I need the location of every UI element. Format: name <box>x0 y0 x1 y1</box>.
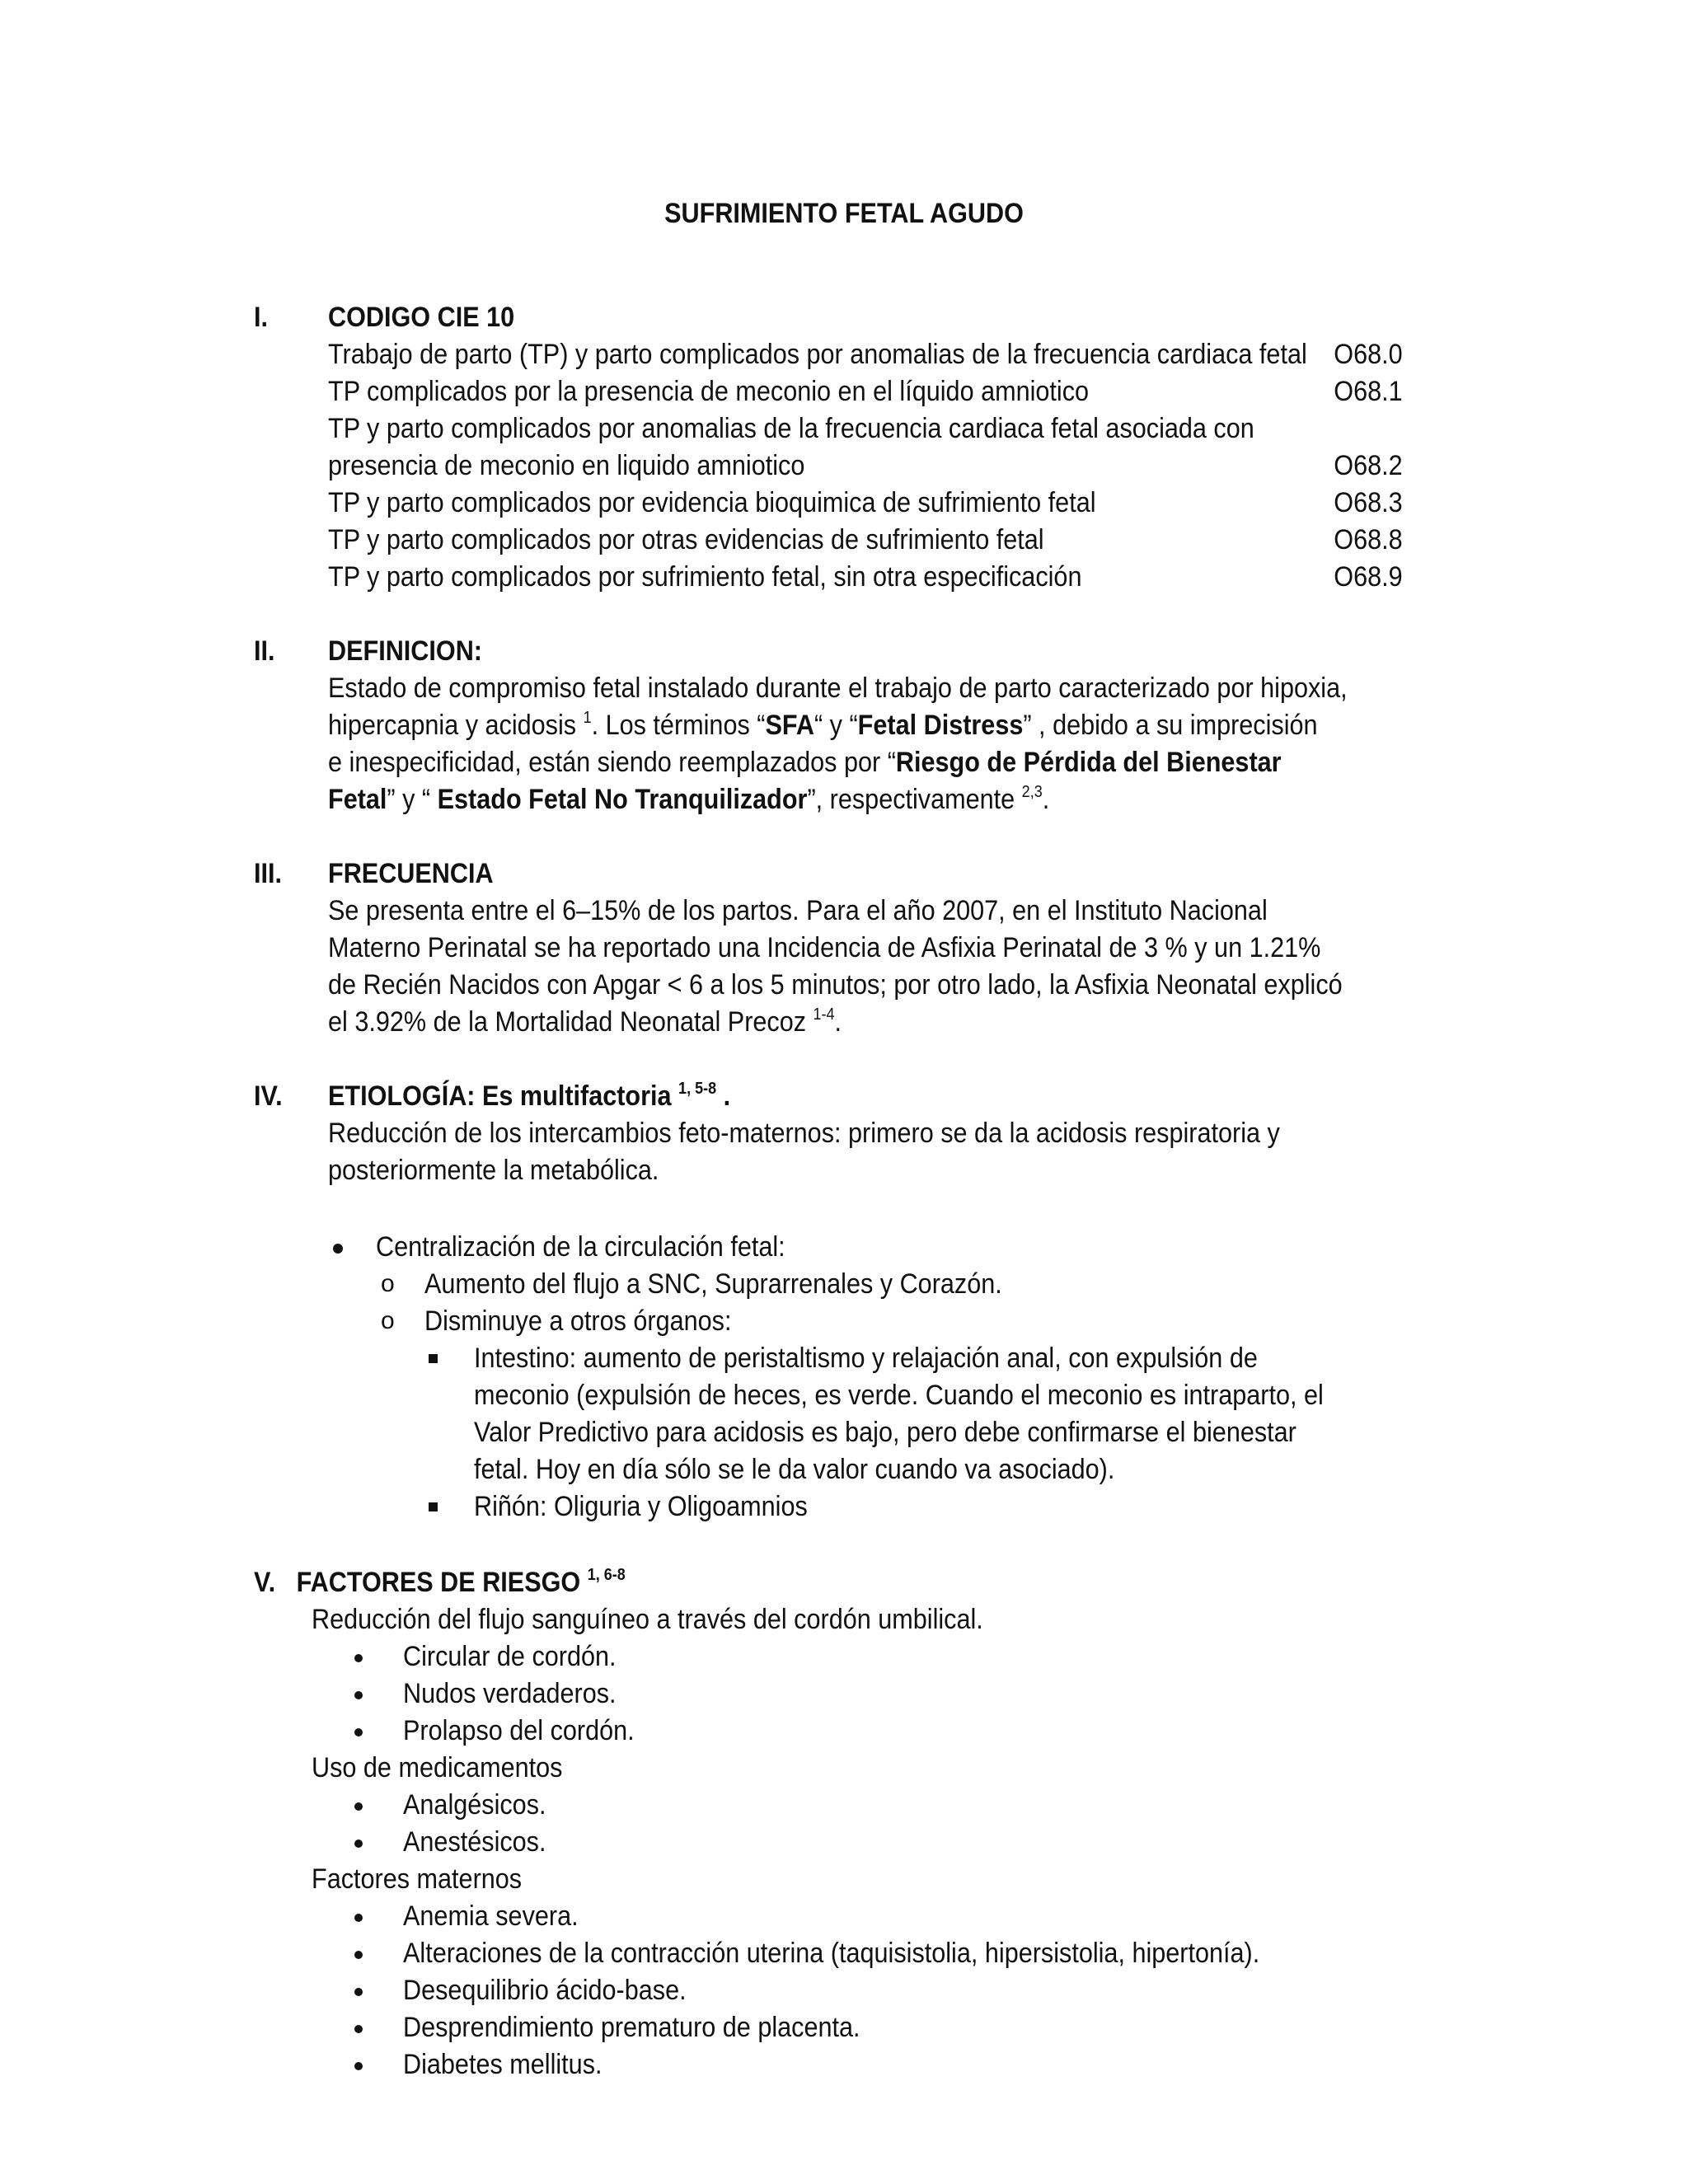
section-1-number: I. <box>254 302 269 333</box>
definition-line <box>328 780 1049 818</box>
definition-text: “ y “ <box>814 710 858 741</box>
definition-line <box>328 669 1348 707</box>
risk-group-title: Factores maternos <box>312 1863 523 1895</box>
frequency-line: Materno Perinatal se ha reportado una Incidencia de Asfixia Perinatal de 3 % y un 1.21% <box>328 932 1321 963</box>
frequency-line <box>328 1003 842 1041</box>
cie10-row-code: O68.3 <box>1334 487 1403 518</box>
bullet-dot <box>354 1654 363 1662</box>
organ-item-line: Valor Predictivo para acidosis es bajo, pero debe confirmarse el bienestar <box>474 1417 1296 1448</box>
organ-item-line: meconio (expulsión de heces, es verde. Cuando el meconio es intraparto, el <box>474 1380 1324 1411</box>
cie10-row-text: TP complicados por la presencia de meconio en el líquido amniotico <box>328 376 1090 407</box>
frequency-line: de Recién Nacidos con Apgar < 6 a los 5 minutos; por otro lado, la Asfixia Neonatal explicó <box>328 969 1343 1001</box>
organ-item-line: fetal. Hoy en día sólo se le da valor cuando va asociado). <box>474 1454 1115 1485</box>
definition-text: hipercapnia y acidosis <box>328 710 584 741</box>
citation-superscript: 1 <box>583 709 592 727</box>
cie10-row-code: O68.0 <box>1334 339 1403 370</box>
definition-text: . <box>1042 784 1050 815</box>
section-5-heading-text: FACTORES DE RIESGO <box>296 1567 588 1598</box>
risk-group-title: Reducción del flujo sanguíneo a través del cordón umbilical. <box>312 1604 983 1635</box>
etiology-line: posteriormente la metabólica. <box>328 1155 659 1186</box>
cie10-row-code: O68.9 <box>1334 561 1403 593</box>
organ-item-line: Intestino: aumento de peristaltismo y relajación anal, con expulsión de <box>474 1343 1258 1374</box>
bullet-dot <box>354 1988 363 1996</box>
risk-item: Desequilibrio ácido-base. <box>403 1975 687 2006</box>
section-4-heading <box>328 1077 730 1115</box>
risk-item: Anemia severa. <box>403 1900 579 1932</box>
bullet-dot <box>354 1840 363 1848</box>
cie10-row-text: TP y parto complicados por evidencia bioquimica de sufrimiento fetal <box>328 487 1096 518</box>
bullet-dot <box>333 1244 343 1254</box>
square-bullet <box>429 1502 438 1511</box>
section-5-heading <box>254 1563 626 1601</box>
bullet-dot <box>354 1951 363 1959</box>
bullet-dot <box>354 2062 363 2070</box>
cie10-row-text: TP y parto complicados por otras evidencias de sufrimiento fetal <box>328 524 1044 555</box>
cie10-row-text: TP y parto complicados por sufrimiento fetal, sin otra especificación <box>328 561 1082 593</box>
section-4-number: IV. <box>254 1080 283 1112</box>
bullet-dot <box>354 1691 363 1699</box>
bullet-dot <box>354 2025 363 2033</box>
definition-text: ” , debido a su imprecisión <box>1023 710 1318 741</box>
risk-item: Nudos verdaderos. <box>403 1678 617 1709</box>
term-sfa: SFA <box>765 710 814 741</box>
organ-item-line: Riñón: Oliguria y Oligoamnios <box>474 1491 808 1522</box>
definition-text: ”, respectivamente <box>807 784 1022 815</box>
section-1-heading: CODIGO CIE 10 <box>328 302 515 333</box>
definition-line <box>328 743 1282 781</box>
section-2-number: II. <box>254 635 275 667</box>
term-fetal-distress: Fetal Distress <box>857 710 1024 741</box>
sub-bullet-marker: o <box>381 1270 395 1297</box>
risk-item: Desprendimiento prematuro de placenta. <box>403 2012 860 2043</box>
document-title: SUFRIMIENTO FETAL AGUDO <box>664 198 1024 229</box>
citation-superscript: 1, 5-8 <box>678 1080 717 1098</box>
section-2-heading: DEFINICION: <box>328 635 483 667</box>
risk-item: Alteraciones de la contracción uterina (taquisistolia, hipersistolia, hipertonía). <box>403 1938 1260 1969</box>
etiology-line: Reducción de los intercambios feto-maternos: primero se da la acidosis respiratoria y <box>328 1118 1280 1149</box>
risk-item: Prolapso del cordón. <box>403 1715 635 1746</box>
sub-bullet-item: Disminuye a otros órganos: <box>424 1305 732 1337</box>
risk-item: Circular de cordón. <box>403 1641 617 1672</box>
definition-text: e inespecificidad, están siendo reemplazados por “ <box>328 747 896 778</box>
citation-superscript: 1-4 <box>813 1005 835 1024</box>
risk-item: Anestésicos. <box>403 1826 546 1858</box>
bullet-dot <box>354 1914 363 1922</box>
cie10-row-text: presencia de meconio en liquido amniotico <box>328 450 805 481</box>
bullet-dot <box>354 1802 363 1811</box>
bullet-dot <box>354 1728 363 1736</box>
cie10-row-text: Trabajo de parto (TP) y parto complicados por anomalias de la frecuencia cardiaca fetal <box>328 339 1307 370</box>
sub-bullet-marker: o <box>381 1307 395 1334</box>
definition-line <box>328 706 1318 744</box>
risk-item: Analgésicos. <box>403 1789 546 1821</box>
risk-item: Diabetes mellitus. <box>403 2049 603 2080</box>
square-bullet <box>429 1354 438 1363</box>
term-estado-fetal: Estado Fetal No Tranquilizador <box>437 784 808 815</box>
definition-text: Estado de compromiso fetal instalado durante el trabajo de parto caracterizado por hipoxia, <box>328 673 1348 704</box>
frequency-text: . <box>834 1006 842 1038</box>
term-fetal: Fetal <box>328 784 387 815</box>
definition-text: ” y “ <box>387 784 438 815</box>
risk-group-title: Uso de medicamentos <box>312 1752 563 1783</box>
frequency-text: el 3.92% de la Mortalidad Neonatal Precoz <box>328 1006 814 1038</box>
bullet-item: Centralización de la circulación fetal: <box>376 1231 785 1263</box>
frequency-line: Se presenta entre el 6–15% de los partos. Para el año 2007, en el Instituto Nacional <box>328 895 1268 926</box>
citation-superscript: 1, 6-8 <box>587 1566 626 1584</box>
term-riesgo: Riesgo de Pérdida del Bienestar <box>895 747 1282 778</box>
definition-text: . Los términos “ <box>591 710 766 741</box>
section-5-number: V. <box>254 1567 276 1598</box>
section-4-heading-text: ETIOLOGÍA: Es multifactoria <box>328 1080 679 1112</box>
citation-superscript: 2,3 <box>1021 783 1043 801</box>
cie10-row-code: O68.2 <box>1334 450 1403 481</box>
cie10-row-code: O68.8 <box>1334 524 1403 555</box>
cie10-row-code: O68.1 <box>1334 376 1403 407</box>
section-3-number: III. <box>254 858 283 889</box>
section-3-heading: FRECUENCIA <box>328 858 494 889</box>
cie10-row-text: TP y parto complicados por anomalias de la frecuencia cardiaca fetal asociada con <box>328 413 1254 444</box>
section-4-heading-end: . <box>716 1080 731 1112</box>
sub-bullet-item: Aumento del flujo a SNC, Suprarrenales y Corazón. <box>424 1268 1002 1300</box>
